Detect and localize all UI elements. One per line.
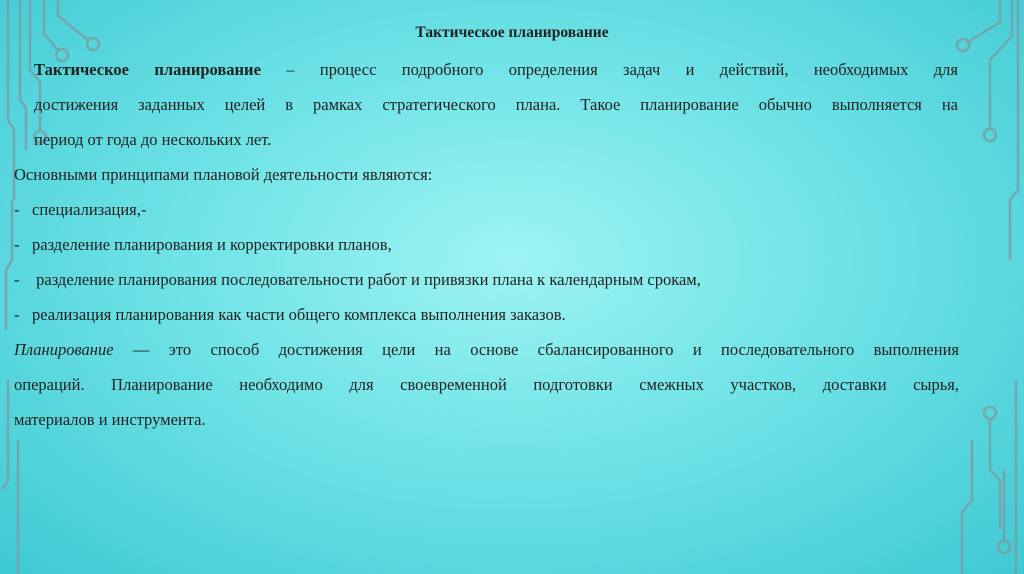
slide-title: Тактическое планирование <box>415 24 609 41</box>
definition-line-3: период от года до нескольких лет. <box>34 130 272 149</box>
definition-line-2: достижения заданных целей в рамках стратегического плана. Такое планирование обычно выполняется на <box>34 95 958 114</box>
definition-line-1 <box>34 52 958 87</box>
bullet-item-2 <box>14 227 392 262</box>
definition-term: Тактическое планирование <box>34 60 261 79</box>
planning-line-1-text: — это способ достижения цели на основе сбалансированного и последовательного выполнения <box>113 340 959 359</box>
planning-line-1 <box>14 332 959 367</box>
bullet-item-4 <box>14 297 566 332</box>
bullet-marker: - <box>14 200 20 219</box>
bullet-text: разделение планирования и корректировки планов, <box>32 235 392 254</box>
bullet-marker: - <box>14 235 20 254</box>
principles-intro: Основными принципами плановой деятельности являются: <box>14 165 433 184</box>
bullet-item-1 <box>14 192 146 227</box>
planning-line-3: материалов и инструмента. <box>14 410 206 429</box>
definition-line-1-text: – процесс подробного определения задач и действий, необходимых для <box>260 60 958 79</box>
planning-line-2: операций. Планирование необходимо для своевременной подготовки смежных участков, доставки сырья, <box>14 375 959 394</box>
bullet-text: реализация планирования как части общего комплекса выполнения заказов. <box>32 305 566 324</box>
bullet-marker: - <box>14 305 20 324</box>
bullet-text: разделение планирования последовательности работ и привязки плана к календарным срокам, <box>32 270 701 289</box>
planning-term: Планирование <box>14 340 114 359</box>
bullet-item-3 <box>14 262 701 297</box>
bullet-text: специализация,- <box>32 200 147 219</box>
bullet-marker: - <box>14 270 20 289</box>
